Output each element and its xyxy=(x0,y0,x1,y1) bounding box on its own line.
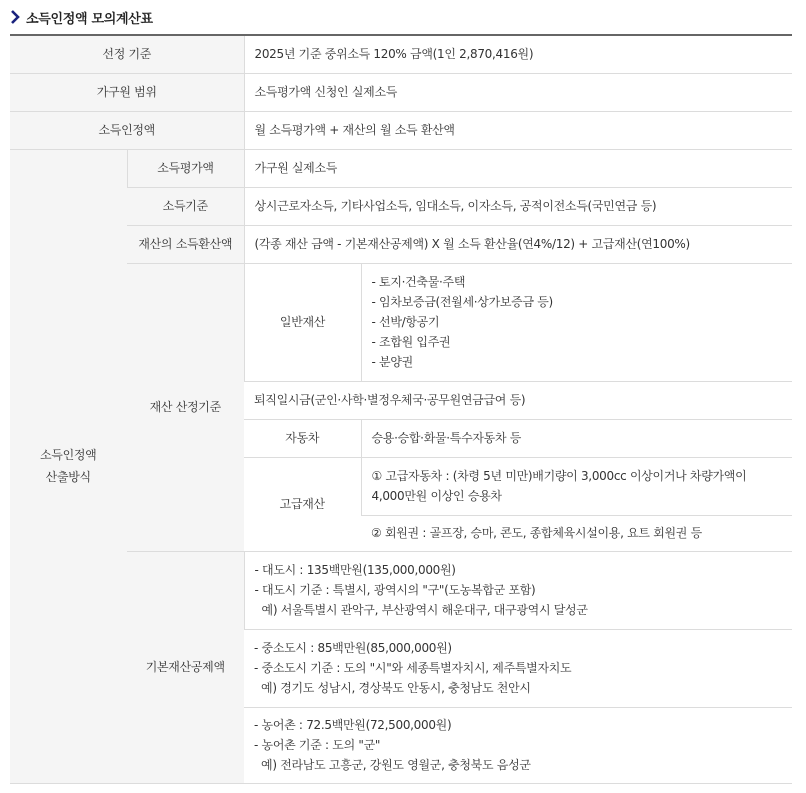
list-item: - 중소도시 : 85백만원(85,000,000원) xyxy=(254,641,452,655)
table-row xyxy=(10,111,792,149)
list-item: - 분양권 xyxy=(371,355,413,369)
luxury-property-label: 고급재산 xyxy=(244,457,361,551)
vehicle-label: 자동차 xyxy=(244,419,361,457)
rural-deduction xyxy=(244,707,792,783)
vehicle-value: 승용·승합·화물·특수자동차 등 xyxy=(361,419,792,457)
table-row xyxy=(10,263,792,381)
table-row xyxy=(10,149,792,187)
luxury-car-value xyxy=(361,457,792,515)
calculation-method-label: 소득인정액 산출방식 xyxy=(10,149,127,783)
income-evaluation-label: 소득평가액 xyxy=(127,149,244,187)
income-evaluation-value: 가구원 실제소득 xyxy=(244,149,792,187)
list-item: - 조합원 입주권 xyxy=(371,335,451,349)
list-item: - 선박/항공기 xyxy=(371,315,440,329)
list-item: - 농어촌 : 72.5백만원(72,500,000원) xyxy=(254,718,452,732)
general-property-list xyxy=(361,263,792,381)
property-conversion-value: (각종 재산 금액 - 기본재산공제액) X 월 소득 환산율(연4%/12) + 고급재산(연100%) xyxy=(244,225,792,263)
page-title: 소득인정액 모의계산표 xyxy=(26,11,153,27)
small-city-deduction xyxy=(244,629,792,707)
list-item: - 대도시 기준 : 특별시, 광역시의 "구"(도농복합군 포함) xyxy=(254,583,536,597)
retirement-lump-sum-value: 퇴직일시금(군인·사학·별정우체국·공무원연금급여 등) xyxy=(244,381,792,419)
selection-criteria-label: 선정 기준 xyxy=(10,35,244,73)
recognized-income-value: 월 소득평가액 + 재산의 월 소득 환산액 xyxy=(244,111,792,149)
calculation-table xyxy=(10,34,792,784)
list-item: 예) 경기도 성남시, 경상북도 안동시, 충청남도 천안시 xyxy=(254,681,531,695)
luxury-car-line: 4,000만원 이상인 승용차 xyxy=(371,489,502,503)
table-row xyxy=(10,551,792,629)
table-row xyxy=(10,187,792,225)
recognized-income-label: 소득인정액 xyxy=(10,111,244,149)
table-row xyxy=(10,35,792,73)
section-heading xyxy=(8,6,153,28)
list-item: - 토지·건축물·주택 xyxy=(371,275,466,289)
income-standard-value: 상시근로자소득, 기타사업소득, 임대소득, 이자소득, 공적이전소득(국민연금 등) xyxy=(244,187,792,225)
table-row xyxy=(10,225,792,263)
basic-deduction-label: 기본재산공제액 xyxy=(127,551,244,783)
income-standard-label: 소득기준 xyxy=(127,187,244,225)
list-item: - 농어촌 기준 : 도의 "군" xyxy=(254,738,381,752)
table-row xyxy=(10,73,792,111)
property-criteria-label: 재산 산정기준 xyxy=(127,263,244,551)
list-item: - 중소도시 기준 : 도의 "시"와 세종특별자치시, 제주특별자치도 xyxy=(254,661,572,675)
general-property-label: 일반재산 xyxy=(244,263,361,381)
membership-value: ② 회원권 : 골프장, 승마, 콘도, 종합체육시설이용, 요트 회원권 등 xyxy=(361,515,792,551)
list-item: - 임차보증금(전월세·상가보증금 등) xyxy=(371,295,553,309)
household-range-label: 가구원 범위 xyxy=(10,73,244,111)
luxury-car-line: ① 고급자동차 : (차령 5년 미만)배기량이 3,000cc 이상이거나 차량가액이 xyxy=(371,469,747,483)
chevron-right-icon xyxy=(8,9,22,25)
metropolitan-deduction xyxy=(244,551,792,629)
household-range-value: 소득평가액 신청인 실제소득 xyxy=(244,73,792,111)
list-item: 예) 서울특별시 관악구, 부산광역시 해운대구, 대구광역시 달성군 xyxy=(254,603,588,617)
list-item: - 대도시 : 135백만원(135,000,000원) xyxy=(254,563,456,577)
property-conversion-label: 재산의 소득환산액 xyxy=(127,225,244,263)
list-item: 예) 전라남도 고흥군, 강원도 영월군, 충청북도 음성군 xyxy=(254,758,531,772)
selection-criteria-value: 2025년 기준 중위소득 120% 금액(1인 2,870,416원) xyxy=(244,35,792,73)
